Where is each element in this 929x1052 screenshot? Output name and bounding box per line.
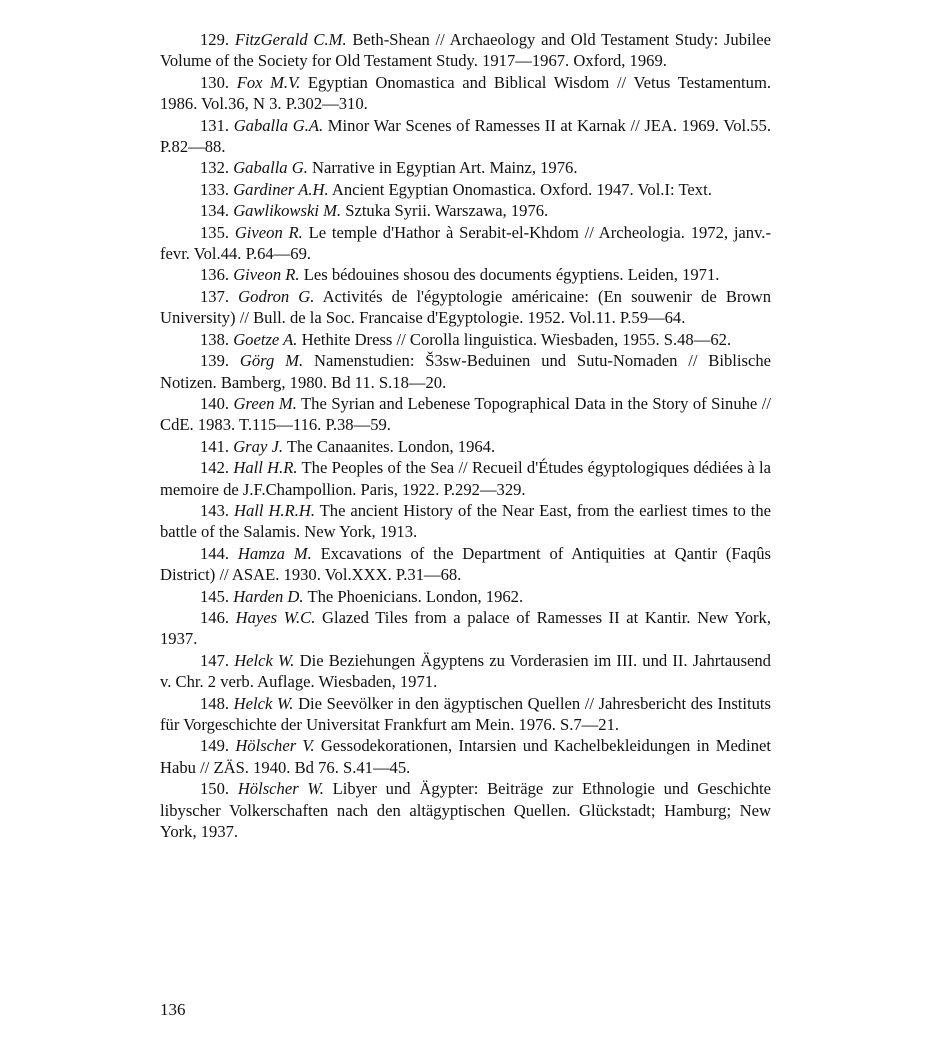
entry-text: Activités de l'égyptologie américaine: (En souwenir de Brown University) // Bull. de la Soc. Francaise d'Egyptologie. 1952. Vol.11. P.59—64. xyxy=(160,286,771,328)
bibliography-entry xyxy=(160,500,771,543)
entry-author: Green M. xyxy=(233,393,297,413)
entry-text: Die Beziehungen Ägyptens zu Vorderasien im III. und II. Jahrtausend v. Chr. 2 verb. Auflage. Wiesbaden, 1971. xyxy=(160,650,771,692)
entry-author: Helck W. xyxy=(234,650,295,670)
bibliography-entry xyxy=(160,115,771,158)
entry-number: 143. xyxy=(200,500,230,520)
entry-text: Les bédouines shosou des documents égyptiens. Leiden, 1971. xyxy=(303,265,720,285)
entry-text: Gessodekorationen, Intarsien und Kachelbekleidungen in Medinet Habu // ZÄS. 1940. Bd 76. S.41—45. xyxy=(160,736,771,777)
entry-author: Görg M. xyxy=(239,351,304,371)
entry-number: 147. xyxy=(200,650,230,670)
entry-text: Le temple d'Hathor à Serabit-el-Khdom // Archeologia. 1972, janv.-fevr. Vol.44. P.64—69. xyxy=(160,222,771,264)
bibliography-entry xyxy=(160,29,771,72)
entry-text: Excavations of the Department of Antiquities at Qantir (Faqûs District) // ASAE. 1930. Vol.XXX. P.31—68. xyxy=(160,543,771,585)
entry-number: 141. xyxy=(200,436,230,456)
entry-author: Goetze A. xyxy=(233,329,298,349)
entry-number: 132. xyxy=(200,158,230,178)
bibliography-entry xyxy=(160,393,771,436)
bibliography-entry xyxy=(160,543,771,586)
entry-author: Gardiner A.H. xyxy=(233,179,329,199)
entry-text: The Canaanites. London, 1964. xyxy=(286,436,496,456)
entry-text: Minor War Scenes of Ramesses II at Karnak // JEA. 1969. Vol.55. P.82—88. xyxy=(160,115,771,157)
entry-author: Gawlikowski M. xyxy=(233,201,342,221)
bibliography-entry xyxy=(160,693,771,736)
bibliography-entry xyxy=(160,157,771,178)
entry-text: Egyptian Onomastica and Biblical Wisdom // Vetus Testamentum. 1986. Vol.36, N 3. P.302—310. xyxy=(160,72,772,114)
entry-author: Hölscher W. xyxy=(237,779,324,799)
entry-author: Gaballa G. xyxy=(233,158,308,178)
entry-text: Hethite Dress // Corolla linguistica. Wiesbaden, 1955. S.48—62. xyxy=(301,329,732,349)
entry-number: 134. xyxy=(200,201,230,221)
entry-text: Die Seevölker in den ägyptischen Quellen // Jahresbericht des Instituts für Vorgeschichte der Universitat Frankfurt am Mein. 1976. S.7—21. xyxy=(160,693,771,734)
entry-number: 135. xyxy=(200,222,230,242)
entry-text: Sztuka Syrii. Warszawa, 1976. xyxy=(345,201,549,221)
entry-text: Narrative in Egyptian Art. Mainz, 1976. xyxy=(312,158,578,178)
entry-number: 131. xyxy=(200,115,230,135)
entry-text: The Syrian and Lebenese Topographical Data in the Story of Sinuhe // CdE. 1983. T.115—116. P.38—59. xyxy=(160,393,771,435)
bibliography-entry xyxy=(160,264,771,285)
entry-number: 133. xyxy=(200,179,230,199)
entry-number: 142. xyxy=(200,458,230,478)
entry-text: Beth-Shean // Archaeology and Old Testament Study: Jubilee Volume of the Society for Old Testament Study. 1917—1967. Oxford, 1969. xyxy=(160,30,771,71)
bibliography-entry xyxy=(160,735,771,778)
entry-author: Hamza M. xyxy=(237,543,312,563)
bibliography-list xyxy=(160,29,771,842)
entry-author: Hall H.R. xyxy=(233,458,298,478)
bibliography-entry xyxy=(160,222,771,265)
bibliography-page xyxy=(160,29,771,842)
entry-author: Harden D. xyxy=(233,586,304,606)
entry-number: 149. xyxy=(200,736,230,756)
entry-number: 129. xyxy=(200,30,230,49)
entry-number: 144. xyxy=(200,543,230,563)
entry-number: 146. xyxy=(200,607,230,627)
entry-number: 139. xyxy=(200,351,230,371)
bibliography-entry xyxy=(160,179,771,200)
entry-author: Gaballa G.A. xyxy=(233,115,324,135)
bibliography-entry xyxy=(160,286,771,329)
entry-text: Glazed Tiles from a palace of Ramesses II at Kantir. New York, 1937. xyxy=(160,607,771,649)
bibliography-entry xyxy=(160,350,771,393)
entry-author: Godron G. xyxy=(238,286,315,306)
entry-number: 145. xyxy=(200,586,230,606)
entry-author: Hölscher V. xyxy=(235,736,315,756)
entry-author: Giveon R. xyxy=(233,265,300,285)
bibliography-entry xyxy=(160,436,771,457)
entry-text: The Phoenicians. London, 1962. xyxy=(307,586,524,606)
entry-text: Namenstudien: Š3sw-Beduinen und Sutu-Nomaden // Biblische Notizen. Bamberg, 1980. Bd 11. S.18—20. xyxy=(160,351,771,392)
entry-number: 130. xyxy=(200,72,230,92)
entry-author: Hayes W.C. xyxy=(235,607,316,627)
entry-text: The Peoples of the Sea // Recueil d'Études égyptologiques dédiées à la memoire de J.F.Champollion. Paris, 1922. P.292—329. xyxy=(160,458,771,499)
bibliography-entry xyxy=(160,607,771,650)
bibliography-entry xyxy=(160,457,771,500)
entry-number: 150. xyxy=(200,779,230,799)
entry-author: Helck W. xyxy=(233,693,294,713)
entry-number: 140. xyxy=(200,393,230,413)
entry-author: Giveon R. xyxy=(234,222,303,242)
bibliography-entry xyxy=(160,778,771,842)
bibliography-entry xyxy=(160,650,771,693)
entry-number: 148. xyxy=(200,693,230,713)
entry-number: 137. xyxy=(200,286,230,306)
entry-text: Ancient Egyptian Onomastica. Oxford. 1947. Vol.I: Text. xyxy=(331,179,712,199)
entry-text: Libyer und Ägypter: Beiträge zur Ethnologie und Geschichte libyscher Volkerschaften nach den altägyptischen Quellen. Glückstadt; Hamburg; New York, 1937. xyxy=(160,779,771,842)
entry-author: Fox M.V. xyxy=(236,72,301,92)
entry-number: 136. xyxy=(200,265,230,285)
entry-author: Gray J. xyxy=(233,436,283,456)
entry-text: The ancient History of the Near East, from the earliest times to the battle of the Salamis. New York, 1913. xyxy=(160,500,772,542)
entry-number: 138. xyxy=(200,329,230,349)
bibliography-entry xyxy=(160,200,771,221)
entry-author: Hall H.R.H. xyxy=(234,500,315,520)
bibliography-entry xyxy=(160,329,771,350)
bibliography-entry xyxy=(160,72,771,115)
page-number: 136 xyxy=(160,1000,186,1019)
bibliography-entry xyxy=(160,586,771,607)
entry-author: FitzGerald C.M. xyxy=(234,30,347,49)
